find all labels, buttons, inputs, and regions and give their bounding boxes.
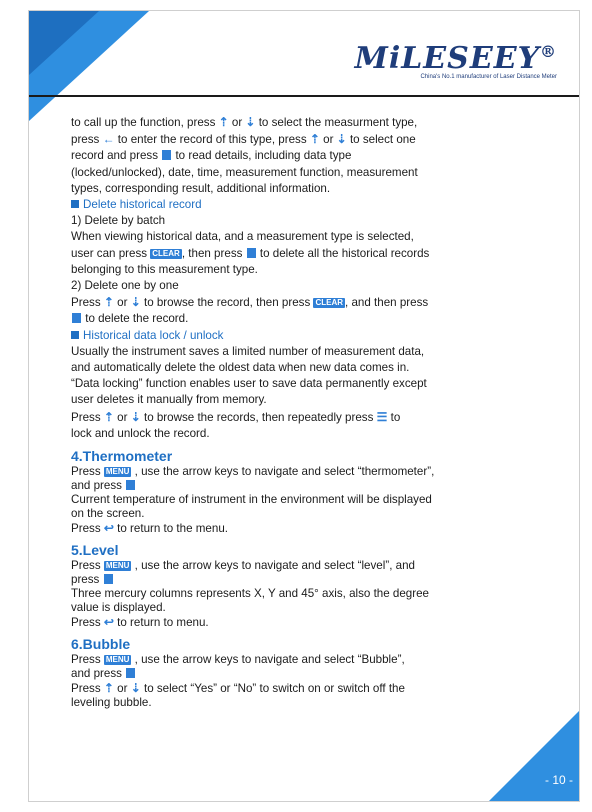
level-paragraph: Press MENU , use the arrow keys to navigate and select “level”, and press Three mercury columns represents X, Y and 45° axis, also the degree value is displayed. Press ↩ to return to menu. (71, 559, 430, 630)
delete-batch-paragraph: When viewing historical data, and a measurement type is selected, user can press CLEAR , then press to delete all the historical records belonging to this measurement type. (71, 230, 430, 276)
up-plus-key-icon: ⇡ (103, 295, 114, 310)
manual-page (28, 10, 580, 802)
clear-key-icon: CLEAR (152, 248, 180, 258)
up-plus-key-icon: ⇡ (103, 409, 114, 424)
clear-key-icon: CLEAR (315, 298, 344, 308)
bubble-section (71, 636, 543, 710)
bubble-paragraph: Press MENU , use the arrow keys to navigate and select “Bubble”, and press Press ⇡ or ⇣ to select “Yes” or “No” to switch on or switch off the leveling bubble. (71, 653, 405, 710)
ok-key-icon (162, 150, 171, 160)
ok-key-icon (126, 668, 135, 678)
delete-section-heading: Delete historical record (71, 197, 543, 213)
down-minus-key-icon: ⇣ (130, 409, 141, 424)
delete-one-title: 2) Delete one by one (71, 279, 179, 293)
level-heading: 5.Level (71, 542, 119, 559)
level-section (71, 542, 543, 630)
brand-name: MiLESEEY (354, 41, 540, 76)
thermometer-section (71, 448, 543, 536)
menu-key-icon: MENU (105, 561, 130, 571)
brand-logo (355, 41, 557, 80)
header-divider (29, 95, 579, 97)
left-arrow-key-icon: ← (102, 132, 115, 147)
down-minus-key-icon: ⇣ (245, 115, 256, 129)
page-content (71, 114, 543, 710)
ok-key-icon (247, 248, 256, 258)
down-minus-key-icon: ⇣ (130, 681, 141, 696)
thermometer-paragraph: Press MENU , use the arrow keys to navigate and select “thermometer”, and press Current temperature of instrument in the environment will be displayed on the screen. Press ↩ to return to the menu. (71, 465, 435, 536)
lock-paragraph: Usually the instrument saves a limited number of measurement data, and automatically delete the oldest data when new data comes in. “Data locking” function enables user to save data permanently except user deletes it manually from memory. Press ⇡ or ⇣ to browse the records, then repeatedly press ☰ to lock and unlock the record. (71, 344, 427, 440)
corner-decoration-bottom-right (489, 711, 579, 801)
brand-tagline: China's No.1 manufacturer of Laser Distance Meter (420, 74, 557, 80)
up-plus-key-icon: ⇡ (218, 115, 229, 129)
down-minus-key-icon: ⇣ (336, 132, 347, 147)
return-key-icon: ↩ (103, 521, 114, 536)
lock-section-heading: Historical data lock / unlock (71, 328, 543, 344)
ok-key-icon (104, 574, 113, 584)
menu-key-icon: MENU (105, 467, 130, 477)
up-plus-key-icon: ⇡ (103, 681, 114, 696)
bullet-square-icon (71, 331, 79, 339)
page-number: - 10 - (544, 773, 573, 787)
registered-mark: ® (540, 42, 557, 61)
bubble-heading: 6.Bubble (71, 636, 131, 653)
down-minus-key-icon: ⇣ (130, 295, 141, 310)
delete-one-paragraph: Press ⇡ or ⇣ to browse the record, then press CLEAR , and then press to delete the record. (71, 295, 429, 326)
thermometer-heading: 4.Thermometer (71, 448, 173, 465)
memory-key-icon: ☰ (376, 409, 388, 424)
delete-batch-title: 1) Delete by batch (71, 214, 166, 228)
up-plus-key-icon: ⇡ (309, 132, 320, 147)
ok-key-icon (72, 313, 81, 323)
corner-decoration-top-left (29, 11, 149, 121)
menu-key-icon: MENU (105, 655, 130, 665)
intro-paragraph: to call up the function, press ⇡ or ⇣ to select the measurment type, press ← to enter the record of this type, press ⇡ or ⇣ to select one record and press to read details, including data type (locked/unlocked), date, time, measurement function, measurement types, corresponding result, additional information. (71, 115, 418, 195)
return-key-icon: ↩ (103, 615, 114, 630)
bullet-square-icon (71, 200, 79, 208)
ok-key-icon (126, 480, 135, 490)
